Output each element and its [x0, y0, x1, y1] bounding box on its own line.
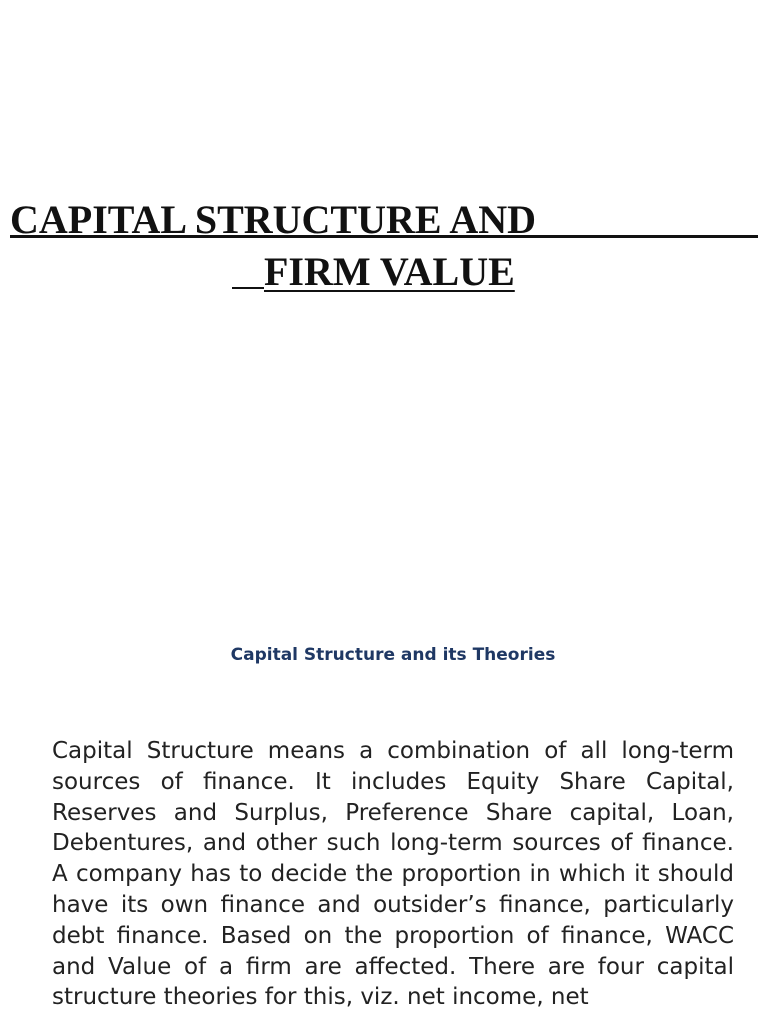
document-title-line-2: FIRM VALUE: [264, 249, 515, 294]
section-heading: Capital Structure and its Theories: [230, 645, 556, 665]
document-title-line-1: CAPITAL STRUCTURE AND: [10, 197, 537, 242]
body-paragraph: Capital Structure means a combination of all long-term sources of finance. It includes Equity Share Capital, Reserves and Surplus, Preference Share capital, Loan, Debentures, and other such long-term sources of finance. A company has to decide the proportion in which it should have its own finance and outsider’s finance, particularly debt finance. Based on the proportion of finance, WACC and Value of a firm are affected. There are four capital structure theories for this, viz. net income, net: [52, 738, 734, 1011]
title-underline: [10, 235, 758, 238]
